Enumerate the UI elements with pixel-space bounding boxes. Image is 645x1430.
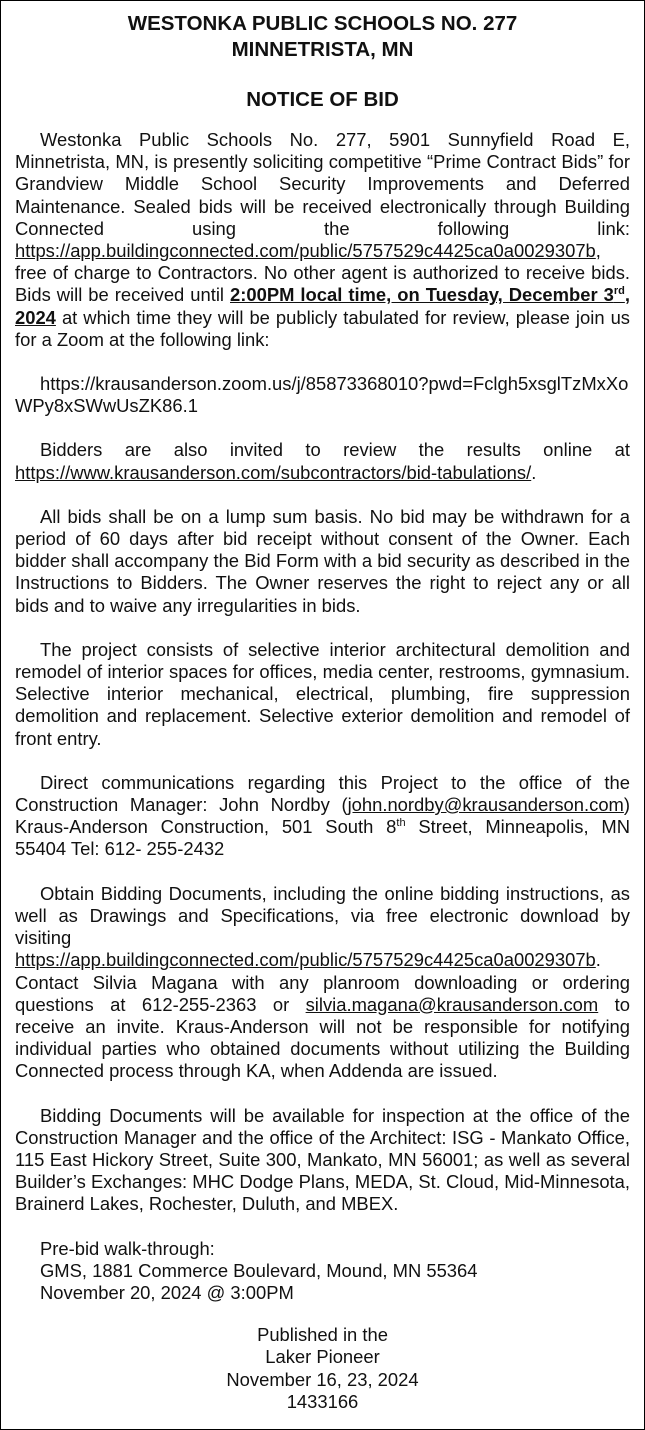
lump-sum-paragraph: All bids shall be on a lump sum basis. No bid may be withdrawn for a period of 60 days after bid receipt without consent of the Owner. Each bidder shall accompany the Bid Form with a bid security as described in the Instructions to Bidders. The Owner reserves the right to reject any or all bids and to waive any irregularities in bids. (15, 505, 630, 616)
notice-title: NOTICE OF BID (246, 88, 399, 111)
obtain-documents-paragraph: Obtain Bidding Documents, including the online bidding instructions, as well as Drawings and Specifications, via free electronic download by visiting https://app.buildingconnected.com/public/5757529c4425ca0a0029307b. Contact Silvia Magana with any planroom downloading or ordering questions at 612-255-2363 or silvia.magana@krausanderson.com to receive an invite. Kraus-Anderson will not be responsible for notifying individual parties who obtained documents without utilizing the Building Connected process through KA, when Addenda are issued. (15, 882, 630, 1082)
walkthrough-title: Pre-bid walk-through: (40, 1237, 215, 1259)
bid-tabulations-link[interactable]: https://www.krausanderson.com/subcontractors/bid-tabulations/ (15, 461, 532, 483)
inspection-paragraph: Bidding Documents will be available for inspection at the office of the Construction Manager and the office of the Architect: ISG - Mankato Office, 115 East Hickory Street, Suite 300, Mankato, MN 56001; as well as several Builder’s Exchanges: MHC Dodge Plans, MEDA, St. Cloud, Mid-Minnesota, Brainerd Lakes, Rochester, Duluth, and MBEX. (15, 1104, 630, 1215)
nordby-email-link[interactable]: john.nordby@krausanderson.com (347, 794, 624, 816)
published-in: Published in the (257, 1324, 388, 1346)
district-name: WESTONKA PUBLIC SCHOOLS NO. 277 (127, 12, 518, 35)
district-location: MINNETRISTA, MN (231, 38, 414, 61)
results-paragraph: Bidders are also invited to review the results online at https://www.krausanderson.com/subcontractors/bid-tabulations/. (15, 439, 630, 483)
newspaper-name: Laker Pioneer (265, 1346, 380, 1368)
walkthrough-datetime: November 20, 2024 @ 3:00PM (40, 1281, 294, 1303)
obtain-documents-link[interactable]: https://app.buildingconnected.com/public/5757529c4425ca0a0029307b (15, 949, 596, 971)
zoom-link[interactable]: https://krausanderson.zoom.us/j/85873368010?pwd=Fclgh5xsglTzMxXoWPy8xSWwUsZK86.1 (15, 373, 629, 417)
building-connected-link[interactable]: https://app.buildingconnected.com/public/5757529c4425ca0a0029307b (15, 240, 596, 262)
contact-paragraph: Direct communications regarding this Project to the office of the Construction Manager: John Nordby (john.nordby@krausanderson.com) Kraus-Anderson Construction, 501 South 8th Street, Minneapolis, MN 55404 Tel: 612- 255-2432 (15, 771, 631, 860)
header-title (15, 11, 630, 63)
intro-paragraph: Westonka Public Schools No. 277, 5901 Sunnyfield Road E, Minnetrista, MN, is presently soliciting competitive “Prime Contract Bids” for Grandview Middle School Security Improvements and Deferred Maintenance. Sealed bids will be received electronically through Building Connected using the following link: https://app.buildingconnected.com/public/5757529c4425ca0a0029307b, free of charge to Contractors. No other agent is authorized to receive bids. Bids will be received until 2:00PM local time, on Tuesday, December 3rd, 2024 at which time they will be publicly tabulated for review, please join us for a Zoom at the following link: (15, 129, 630, 350)
walkthrough-location: GMS, 1881 Commerce Boulevard, Mound, MN 55364 (40, 1259, 478, 1281)
publication-block (15, 1324, 630, 1413)
magana-email-link[interactable]: silvia.magana@krausanderson.com (305, 993, 599, 1015)
publication-dates: November 16, 23, 2024 (226, 1368, 419, 1390)
bid-deadline: 2:00PM local time, on Tuesday, December 3rd, 2024 (15, 284, 630, 328)
walkthrough-block (15, 1238, 630, 1305)
notice-id: 1433166 (286, 1390, 359, 1412)
project-scope-paragraph: The project consists of selective interior architectural demolition and remodel of interior spaces for offices, media center, restrooms, gymnasium. Selective interior mechanical, electrical, plumbing, fire suppression demolition and replacement. Selective exterior demolition and remodel of front entry. (15, 638, 630, 749)
